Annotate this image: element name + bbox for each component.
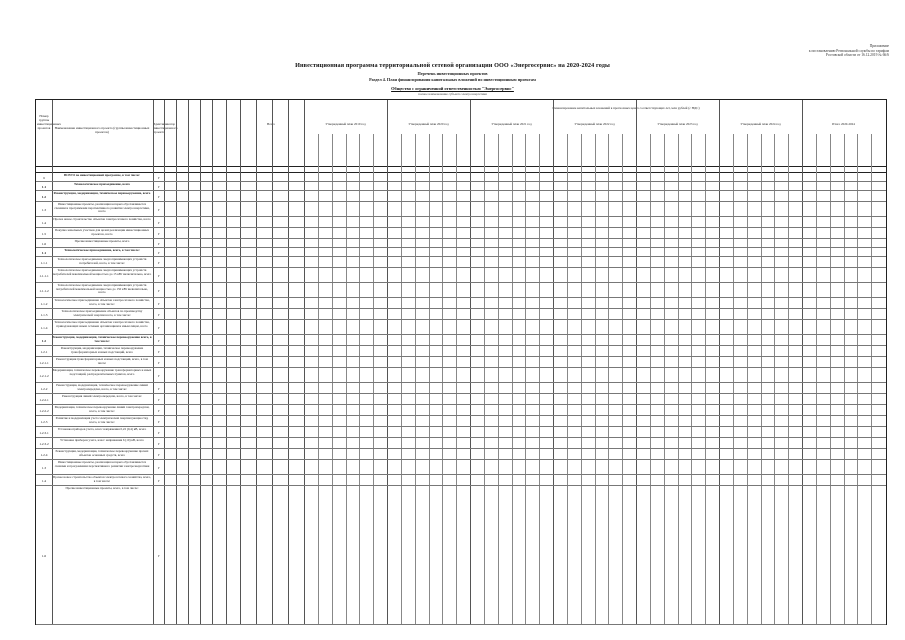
row-name: Реконструкция, модернизация, техническое перевооружение прочих объектов основных средств, всего — [55, 450, 149, 457]
row-identifier: Г — [158, 465, 160, 470]
row-name: Технологическое присоединение объектов электросетевого хозяйства, всего, в том числе: — [54, 299, 150, 306]
row-identifier: Г — [158, 260, 160, 265]
row-number: 1.3 — [41, 207, 47, 212]
row-identifier: Г — [158, 397, 160, 402]
row-number: 1.1.4 — [40, 325, 48, 330]
header-period: Утвержденный план 2023 год — [657, 122, 698, 126]
investment-table — [35, 99, 887, 625]
row-number: 1.2.4 — [40, 452, 48, 457]
row-identifier: Г — [158, 241, 160, 246]
table-row — [36, 475, 886, 486]
row-number: 1.6 — [41, 553, 47, 558]
row-number: 1.2.2.1 — [39, 397, 49, 402]
row-name: Технологическое присоединение объектов электросетевого хозяйства, принадлежащих иным сетевым организациям и иным лицам, всего — [54, 321, 150, 328]
row-number: 1.2.1 — [40, 349, 48, 354]
row-number: 1.1 — [41, 250, 47, 255]
row-name: Реконструкция, модернизация, техническое перевооружение всего, в том числе: — [52, 336, 152, 343]
row-name: Реконструкция, модернизация, техническое перевооружение трансформаторных и иных подстанций, всего — [60, 347, 144, 354]
header-period: Утвержденный план 2019 год — [325, 122, 366, 126]
table-row — [36, 248, 886, 257]
table-row — [36, 427, 886, 438]
row-name: Реконструкция, модернизация, техническое перевооружение линий электропередачи, всего, в том числе: — [56, 384, 148, 391]
row-number: 1 — [43, 175, 45, 180]
header-period: Утвержденный план 2022 год — [574, 122, 615, 126]
approval-note-line: Ростовской области от 16.12.2019 № 66/6 — [825, 53, 889, 58]
row-identifier: Г — [158, 220, 160, 225]
table-row — [36, 309, 886, 320]
table-row — [36, 346, 886, 357]
header-period: Утвержденный план 2020 год — [408, 122, 449, 126]
header-period: Итого 2020-2024 — [832, 122, 855, 126]
row-name: Инвестиционные проекты, реализация которых обуславливается схемами и программами перспективного развития электроэнергетики — [54, 461, 150, 468]
row-number: 1.4 — [41, 478, 47, 483]
header-number: Номер группы инвестиционных проектов — [37, 114, 61, 130]
row-name: Реконструкция трансформаторных и иных подстанций, всего, в том числе: — [56, 358, 148, 365]
row-identifier: Г — [158, 441, 160, 446]
row-number: 1.1.3 — [40, 312, 48, 317]
table-row — [36, 368, 886, 383]
row-number: 1.2 — [41, 338, 47, 343]
approval-note — [659, 44, 889, 58]
row-number: 1.1.1 — [40, 260, 48, 265]
row-name: Установка приборов учета, класс напряжения 0,22 (0,4) кВ, всего — [57, 428, 147, 431]
table-row — [36, 394, 886, 405]
row-number: 1.2.1.1 — [39, 360, 49, 365]
row-name: Прочее новое строительство объектов электросетевого хозяйства, всего, в том числе: — [52, 476, 152, 483]
row-number: 1.2.3 — [40, 419, 48, 424]
row-name: Реконструкция, модернизация, техническое перевооружение, всего — [53, 192, 151, 195]
document-title: Инвестиционная программа территориальной сетевой организации ООО «Энергосервис» на 2020-2024 годы — [295, 62, 610, 69]
row-identifier: Г — [158, 194, 160, 199]
row-number: 1.1 — [41, 184, 47, 189]
row-identifier: Г — [158, 175, 160, 180]
row-identifier: Г — [158, 250, 160, 255]
row-number: 1.3 — [41, 465, 47, 470]
row-number: 1.2.3.2 — [39, 441, 49, 446]
row-name: Покупка земельных участков для целей реализации инвестиционных проектов, всего — [54, 229, 150, 236]
table-row — [36, 405, 886, 416]
row-identifier: Г — [158, 386, 160, 391]
row-name: Технологическое присоединение, всего — [73, 183, 131, 186]
row-number: 1.6 — [41, 241, 47, 246]
row-number: 1.4 — [41, 220, 47, 225]
row-name: Прочие инвестиционные проекты, всего — [74, 240, 130, 243]
table-row — [36, 182, 886, 191]
table-row — [36, 357, 886, 368]
row-number: 1.2 — [41, 194, 47, 199]
header-total: Всего — [266, 122, 276, 126]
header-identifier: Идентификатор инвестиционного проекта — [153, 122, 178, 134]
row-number: 1.5 — [41, 231, 47, 236]
row-name: Технологическое присоединение энергопринимающих устройств потребителей, всего, в том числе: — [57, 258, 147, 265]
table-row — [36, 486, 886, 625]
document-subtitle: Перечень инвестиционных проектов — [417, 71, 488, 76]
row-name: Технологическое присоединение объектов по производству электрической энергии всего, в том числе: — [61, 310, 143, 317]
table-row — [36, 283, 886, 298]
row-identifier: Г — [158, 419, 160, 424]
row-identifier: Г — [158, 478, 160, 483]
row-identifier: Г — [158, 553, 160, 558]
section-title: Раздел 4. План финансирования капитальных вложений по инвестиционным проектам — [369, 77, 536, 82]
organization-caption: полное наименование субъекта электроэнергетики — [418, 92, 487, 96]
row-identifier: Г — [158, 408, 160, 413]
row-identifier: Г — [158, 207, 160, 212]
approval-note-line: Приложение — [869, 44, 889, 48]
header-period: Утвержденный план 2024 год — [740, 122, 781, 126]
table-row — [36, 268, 886, 283]
row-identifier: Г — [158, 312, 160, 317]
row-identifier: Г — [158, 231, 160, 236]
row-identifier: Г — [158, 273, 160, 278]
row-identifier: Г — [158, 452, 160, 457]
row-identifier: Г — [158, 301, 160, 306]
header-name: Наименование инвестиционного проекта (группы инвестиционных проектов) — [54, 126, 150, 134]
row-name: Инвестиционные проекты, реализация которых обуславливается схемами и программами перспективного развития электроэнергетики, всего — [54, 203, 150, 214]
row-identifier: Г — [158, 373, 160, 378]
row-identifier: Г — [158, 325, 160, 330]
table-row — [36, 257, 886, 268]
row-number: 1.2.1.2 — [39, 373, 49, 378]
row-name: ВСЕГО по инвестиционной программе, в том числе: — [63, 174, 141, 177]
row-name: Реконструкция линий электропередачи, всего, в том числе: — [62, 395, 142, 398]
row-number: 1.1.1.2 — [39, 288, 49, 293]
table-row — [36, 239, 886, 248]
row-number: 1.1.1.1 — [39, 273, 49, 278]
row-name: Прочие инвестиционные проекты, всего, в том числе: — [65, 487, 139, 490]
table-row — [36, 383, 886, 394]
table-row — [36, 449, 886, 460]
table-row — [36, 416, 886, 427]
table-row — [36, 217, 886, 228]
row-name: Прочее новое строительство объектов электросетевого хозяйства, всего — [53, 218, 151, 221]
header-period: Утвержденный план 2021 год — [491, 122, 532, 126]
row-name: Технологическое присоединение энергопринимающих устройств потребителей максимальной мощностью до 150 кВт включительно, всего — [55, 284, 149, 295]
row-name: Модернизация, техническое перевооружение трансформаторных и иных подстанций, распределительных пунктов, всего — [52, 369, 152, 376]
organization-name: Общество с ограниченной ответственностью "Энергосервис" — [391, 86, 514, 91]
table-row — [36, 438, 886, 449]
table-row — [36, 228, 886, 239]
table-row — [36, 298, 886, 309]
table-row — [36, 320, 886, 335]
row-identifier: Г — [158, 360, 160, 365]
row-name: Модернизация, техническое перевооружение линий электропередачи, всего, в том числе: — [54, 406, 150, 413]
row-name: Установка приборов учета, класс напряжения 6 (10) кВ, всего — [60, 439, 144, 442]
table-row — [36, 335, 886, 346]
row-identifier: Г — [158, 338, 160, 343]
table-row — [36, 191, 886, 202]
approval-note-line: к постановлению Региональной службы по тарифам — [808, 48, 889, 53]
row-identifier: Г — [158, 184, 160, 189]
header-financing: Финансирование капитальных вложений в прогнозных ценах соответствующих лет, млн рублей (с НДС) — [552, 106, 700, 110]
table-row — [36, 202, 886, 217]
row-number: 1.2.3.1 — [39, 430, 49, 435]
row-identifier: Г — [158, 430, 160, 435]
row-identifier: Г — [158, 288, 160, 293]
row-identifier: Г — [158, 349, 160, 354]
table-row — [36, 460, 886, 475]
row-name: Развитие и модернизация учета электрической энергии (мощности), всего, в том числе: — [55, 417, 149, 424]
row-number: 1.1.2 — [40, 301, 48, 306]
row-number: 1.2.2.2 — [39, 408, 49, 413]
table-row — [36, 173, 886, 182]
row-name: Технологическое присоединение энергопринимающих устройств потребителей максимальной мощностью до 15 кВт включительно, всего — [52, 269, 152, 276]
row-number: 1.2.2 — [40, 386, 48, 391]
row-name: Технологическое присоединение, всего, в том числе: — [64, 249, 140, 252]
